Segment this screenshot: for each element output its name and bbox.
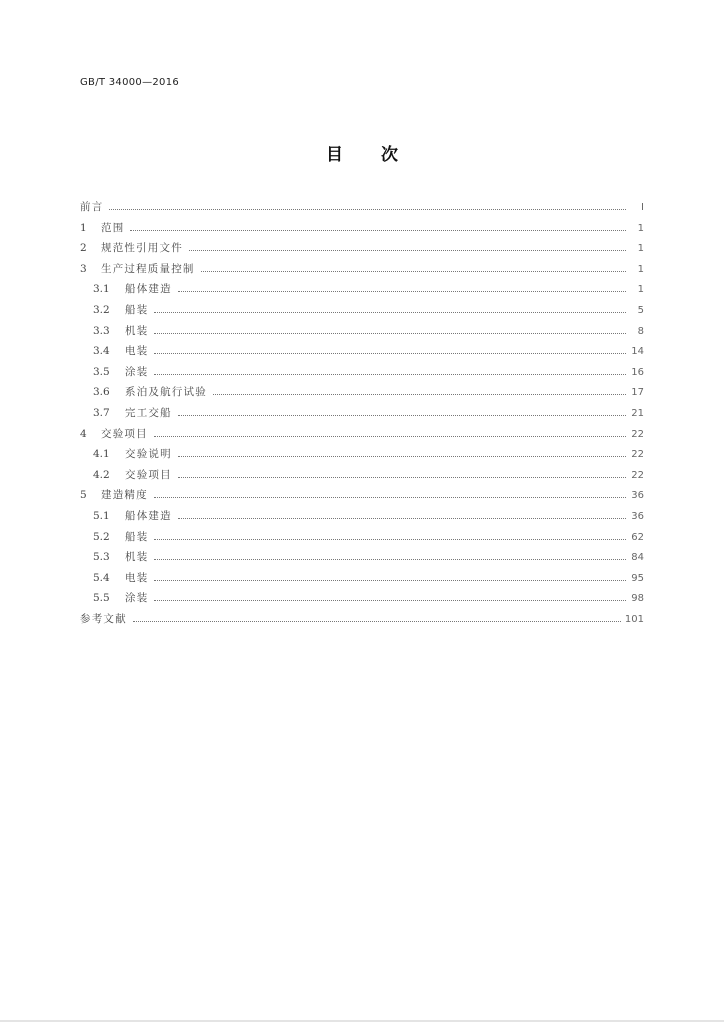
toc-entry-number: 3.4: [93, 345, 110, 358]
toc-entry-number: 4: [80, 427, 87, 440]
toc-entry-number: 3.1: [93, 283, 110, 296]
toc-entry-title: 船装: [125, 530, 149, 543]
toc-dot-leader: [213, 394, 626, 395]
toc-entry-page: 14: [631, 346, 644, 358]
page-bottom-divider: [0, 1020, 724, 1022]
toc-entry-page: 36: [631, 490, 644, 502]
toc-entry-page: 84: [631, 552, 644, 564]
toc-entry-number: 4.2: [93, 468, 110, 481]
toc-entry-page: 62: [631, 531, 644, 543]
toc-entry-page: 22: [631, 428, 644, 440]
toc-entry[interactable]: [80, 611, 644, 632]
toc-entry-title: 交验项目: [101, 427, 148, 440]
toc-entry[interactable]: [80, 508, 644, 529]
toc-entry-number: 3.5: [93, 365, 110, 378]
toc-entry-page: 22: [631, 469, 644, 481]
toc-entry-page: 8: [637, 325, 644, 337]
toc-entry-page: 21: [631, 407, 644, 419]
toc-entry-number: 3: [80, 262, 87, 275]
toc-entry-page: 1: [637, 284, 644, 296]
toc-entry-page: 1: [637, 263, 644, 275]
toc-entry-page: 98: [631, 593, 644, 605]
toc-entry-number: 3.3: [93, 324, 110, 337]
table-of-contents: [80, 199, 644, 631]
toc-entry-title: 参考文献: [80, 612, 127, 625]
toc-dot-leader: [178, 456, 626, 457]
toc-entry-page: 1: [637, 222, 644, 234]
toc-entry-title: 船体建造: [125, 283, 172, 296]
toc-dot-leader: [109, 209, 626, 210]
toc-entry-number: 5.2: [93, 530, 110, 543]
toc-dot-leader: [154, 374, 626, 375]
toc-entry-title: 完工交船: [125, 406, 172, 419]
toc-entry-page: 36: [631, 510, 644, 522]
toc-dot-leader: [154, 580, 626, 581]
toc-entry-title: 机装: [125, 324, 149, 337]
toc-entry[interactable]: [80, 302, 644, 323]
toc-dot-leader: [154, 600, 626, 601]
toc-entry-title: 电装: [125, 345, 149, 358]
toc-entry[interactable]: [80, 343, 644, 364]
toc-dot-leader: [133, 621, 621, 622]
toc-entry-title: 交验项目: [125, 468, 172, 481]
toc-entry-title: 机装: [125, 551, 149, 564]
toc-dot-leader: [201, 271, 626, 272]
toc-dot-leader: [178, 518, 626, 519]
toc-entry-page: 16: [631, 366, 644, 378]
toc-entry-title: 涂装: [125, 365, 149, 378]
toc-entry-title: 建造精度: [101, 489, 148, 502]
toc-entry[interactable]: [80, 240, 644, 261]
toc-entry-number: 5.1: [93, 509, 110, 522]
toc-entry[interactable]: [80, 281, 644, 302]
toc-entry[interactable]: [80, 364, 644, 385]
toc-entry-number: 4.1: [93, 448, 110, 461]
document-id: GB/T 34000—2016: [80, 77, 180, 88]
toc-entry-title: 船体建造: [125, 509, 172, 522]
toc-entry-page: 17: [631, 387, 644, 399]
toc-entry-title: 前言: [80, 201, 104, 213]
toc-entry-number: 1: [80, 221, 87, 234]
toc-entry-number: 5: [80, 489, 87, 502]
toc-entry-page: 5: [637, 304, 644, 316]
page-title: 目次: [326, 145, 436, 165]
toc-dot-leader: [189, 250, 626, 251]
toc-entry[interactable]: [80, 529, 644, 550]
toc-entry-number: 2: [80, 242, 87, 255]
toc-entry[interactable]: [80, 384, 644, 405]
toc-dot-leader: [178, 415, 626, 416]
toc-entry[interactable]: [80, 549, 644, 570]
toc-entry[interactable]: [80, 570, 644, 591]
toc-entry-title: 船装: [125, 303, 149, 316]
toc-entry-page: 95: [631, 572, 644, 584]
toc-entry[interactable]: [80, 261, 644, 282]
toc-dot-leader: [154, 333, 626, 334]
toc-dot-leader: [154, 436, 626, 437]
toc-entry[interactable]: [80, 405, 644, 426]
toc-entry-number: 3.7: [93, 406, 110, 419]
toc-entry-page: Ⅰ: [641, 202, 644, 213]
toc-dot-leader: [178, 291, 626, 292]
toc-entry-number: 3.6: [93, 386, 110, 399]
toc-entry-title: 交验说明: [125, 448, 172, 461]
toc-entry-page: 1: [637, 243, 644, 255]
toc-entry-page: 101: [624, 613, 644, 625]
toc-entry[interactable]: [80, 323, 644, 344]
toc-entry-title: 范围: [101, 221, 125, 234]
toc-entry[interactable]: [80, 220, 644, 241]
toc-dot-leader: [154, 312, 626, 313]
toc-entry-number: 5.3: [93, 551, 110, 564]
toc-entry-title: 规范性引用文件: [101, 242, 183, 255]
toc-entry-title: 涂装: [125, 592, 149, 605]
toc-entry[interactable]: [80, 199, 644, 220]
toc-entry-title: 电装: [125, 571, 149, 584]
toc-dot-leader: [130, 230, 626, 231]
toc-entry-page: 22: [631, 449, 644, 461]
toc-entry[interactable]: [80, 590, 644, 611]
toc-dot-leader: [154, 539, 626, 540]
toc-dot-leader: [154, 497, 626, 498]
toc-entry[interactable]: [80, 426, 644, 447]
toc-dot-leader: [178, 477, 626, 478]
toc-entry-title: 生产过程质量控制: [101, 262, 195, 275]
toc-entry[interactable]: [80, 467, 644, 488]
toc-dot-leader: [154, 559, 626, 560]
toc-entry[interactable]: [80, 487, 644, 508]
toc-entry-number: 3.2: [93, 303, 110, 316]
toc-entry-number: 5.4: [93, 571, 110, 584]
toc-entry-number: 5.5: [93, 592, 110, 605]
toc-entry[interactable]: [80, 446, 644, 467]
toc-dot-leader: [154, 353, 626, 354]
toc-entry-title: 系泊及航行试验: [125, 386, 207, 399]
